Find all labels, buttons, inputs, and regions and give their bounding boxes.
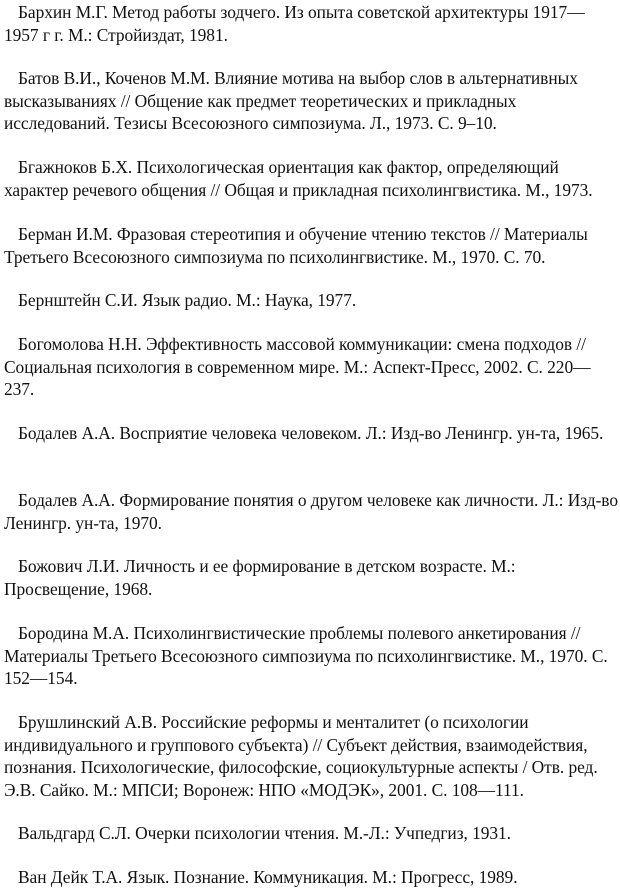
bibliography-entry: Бернштейн С.И. Язык радио. М.: Наука, 1977. [18, 290, 357, 310]
bibliography-entry: Вальдгард С.Л. Очерки психологии чтения. М.-Л.: Учпедгиз, 1931. [18, 823, 511, 843]
bibliography-entry: Батов В.И., Коченов М.М. Влияние мотива на выбор слов в альтернативных высказываниях // Общение как предмет теоретических и прикладных исследований. Тезисы Всесоюзного симпозиума. Л., 1973. С. 9–10. [4, 68, 578, 133]
bibliography-entry: Бодалев А.А. Восприятие человека человеком. Л.: Изд-во Ленингр. ун-та, 1965. [18, 423, 604, 443]
bibliography-entry: Ван Дейк Т.А. Язык. Познание. Коммуникация. М.: Прогресс, 1989. [18, 867, 518, 887]
bibliography-entry: Бархин М.Г. Метод работы зодчего. Из опыта советской архитектуры 1917—1957 г г. М.: Стройиздат, 1981. [4, 2, 585, 45]
bibliography-entry: Божович Л.И. Личность и ее формирование в детском возрасте. М.: Просвещение, 1968. [4, 556, 516, 599]
bibliography-entry: Брушлинский А.В. Российские реформы и менталитет (о психологии индивидуального и группового субъекта) // Субъект действия, взаимодействия, познания. Психологические, философские, социокультурные аспекты / Отв. ред. Э.В. Сайко. М.: МПСИ; Воронеж: НПО «МОДЭК», 2001. С. 108—111. [4, 712, 598, 800]
bibliography-entry: Берман И.М. Фразовая стереотипия и обучение чтению текстов // Материалы Третьего Всесоюзного симпозиума по психолингвистике. М., 1970. С. 70. [4, 224, 588, 267]
bibliography-entry: Бородина М.А. Психолингвистические проблемы полевого анкетирования // Материалы Третьего Всесоюзного симпозиума по психолингвистике. М., 1970. С. 152—154. [4, 623, 608, 688]
bibliography-entry: Богомолова Н.Н. Эффективность массовой коммуникации: смена подходов // Социальная психология в современном мире. М.: Аспект-Пресс, 2002. С. 220—237. [4, 334, 591, 399]
bibliography-entry: Бодалев А.А. Формирование понятия о другом человеке как личности. Л.: Изд-во Ленингр. ун-та, 1970. [4, 490, 618, 533]
bibliography-entry: Бгажноков Б.Х. Психологическая ориентация как фактор, определяющий характер речевого общения // Общая и прикладная психолингвистика. М., 1973. [4, 157, 593, 200]
